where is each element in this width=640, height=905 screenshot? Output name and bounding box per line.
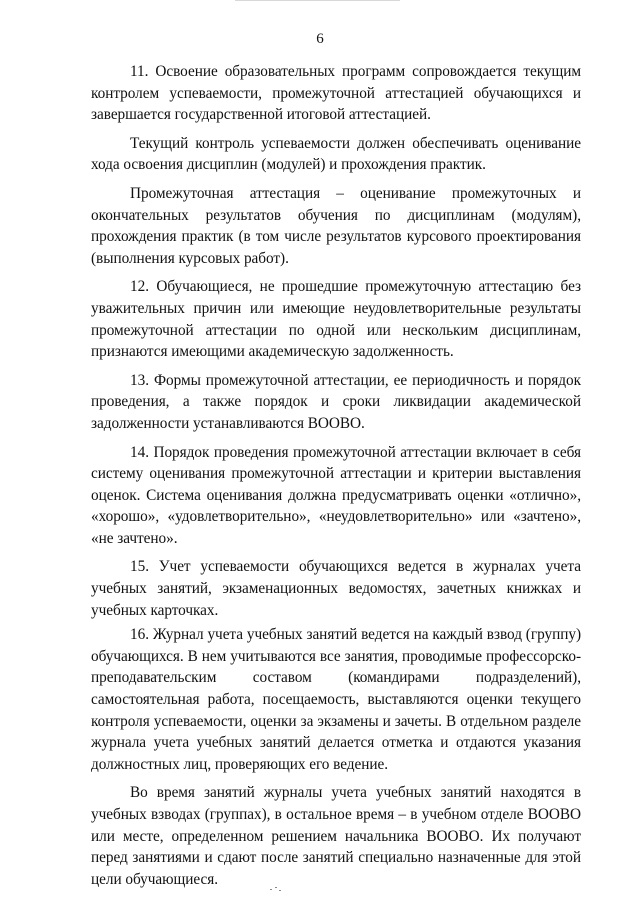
scan-edge-line	[235, 0, 400, 1]
paragraph-intermediate-attestation: Промежуточная аттестация – оценивание промежуточных и окончательных результатов обучения по дисциплинам (модулям), прохождения практик (в том числе результатов курсового проектирования (выполнения курсовых работ).	[91, 184, 581, 267]
paragraph-current-control: Текущий контроль успеваемости должен обеспечивать оценивание хода освоения дисциплин (модулей) и прохождения практик.	[91, 134, 581, 174]
document-body	[91, 61, 581, 897]
scan-specks	[270, 887, 282, 891]
paragraph-14: 14. Порядок проведения промежуточной аттестации включает в себя систему оценивания промежуточной аттестации и критерии выставления оценок. Система оценивания должна предусматривать оценки «отлично», «хорошо», «удовлетворительно», «неудовлетворительно» или «зачтено», «не зачтено».	[91, 443, 581, 547]
paragraph-11: 11. Освоение образовательных программ сопровождается текущим контролем успеваемости, промежуточной аттестацией обучающихся и завершается государственной итоговой аттестацией.	[91, 63, 581, 124]
paragraph-13: 13. Формы промежуточной аттестации, ее периодичность и порядок проведения, а также порядок и сроки ликвидации академической задолженности устанавливаются ВООВО.	[91, 371, 581, 432]
paragraph-15: 15. Учет успеваемости обучающихся ведется в журналах учета учебных занятий, экзаменационных ведомостях, зачетных книжках и учебных карточках.	[91, 558, 581, 619]
paragraph-16: 16. Журнал учета учебных занятий ведется на каждый взвод (группу) обучающихся. В нем учитываются все занятия, проводимые профессорско-преподавательским составом (командирами подразделений), самостоятельная работа, посещаемость, выставляются оценки текущего контроля успеваемости, оценки за экзамены и зачеты. В отдельном разделе журнала учета учебных занятий делается отметка и отдаются указания должностных лиц, проверяющих его ведение.	[91, 626, 581, 773]
paragraph-journal-storage: Во время занятий журналы учета учебных занятий находятся в учебных взводах (группах), в остальное время – в учебном отделе ВООВО или месте, определенном решением начальника ВООВО. Их получают перед занятиями и сдают после занятий специально назначенные для этой цели обучающиеся.	[91, 784, 581, 888]
page-number: 6	[316, 31, 324, 47]
paragraph-12: 12. Обучающиеся, не прошедшие промежуточную аттестацию без уважительных причин или имеющие неудовлетворительные результаты промежуточной аттестации по одной или нескольким дисциплинам, признаются имеющими академическую задолженность.	[91, 278, 581, 361]
